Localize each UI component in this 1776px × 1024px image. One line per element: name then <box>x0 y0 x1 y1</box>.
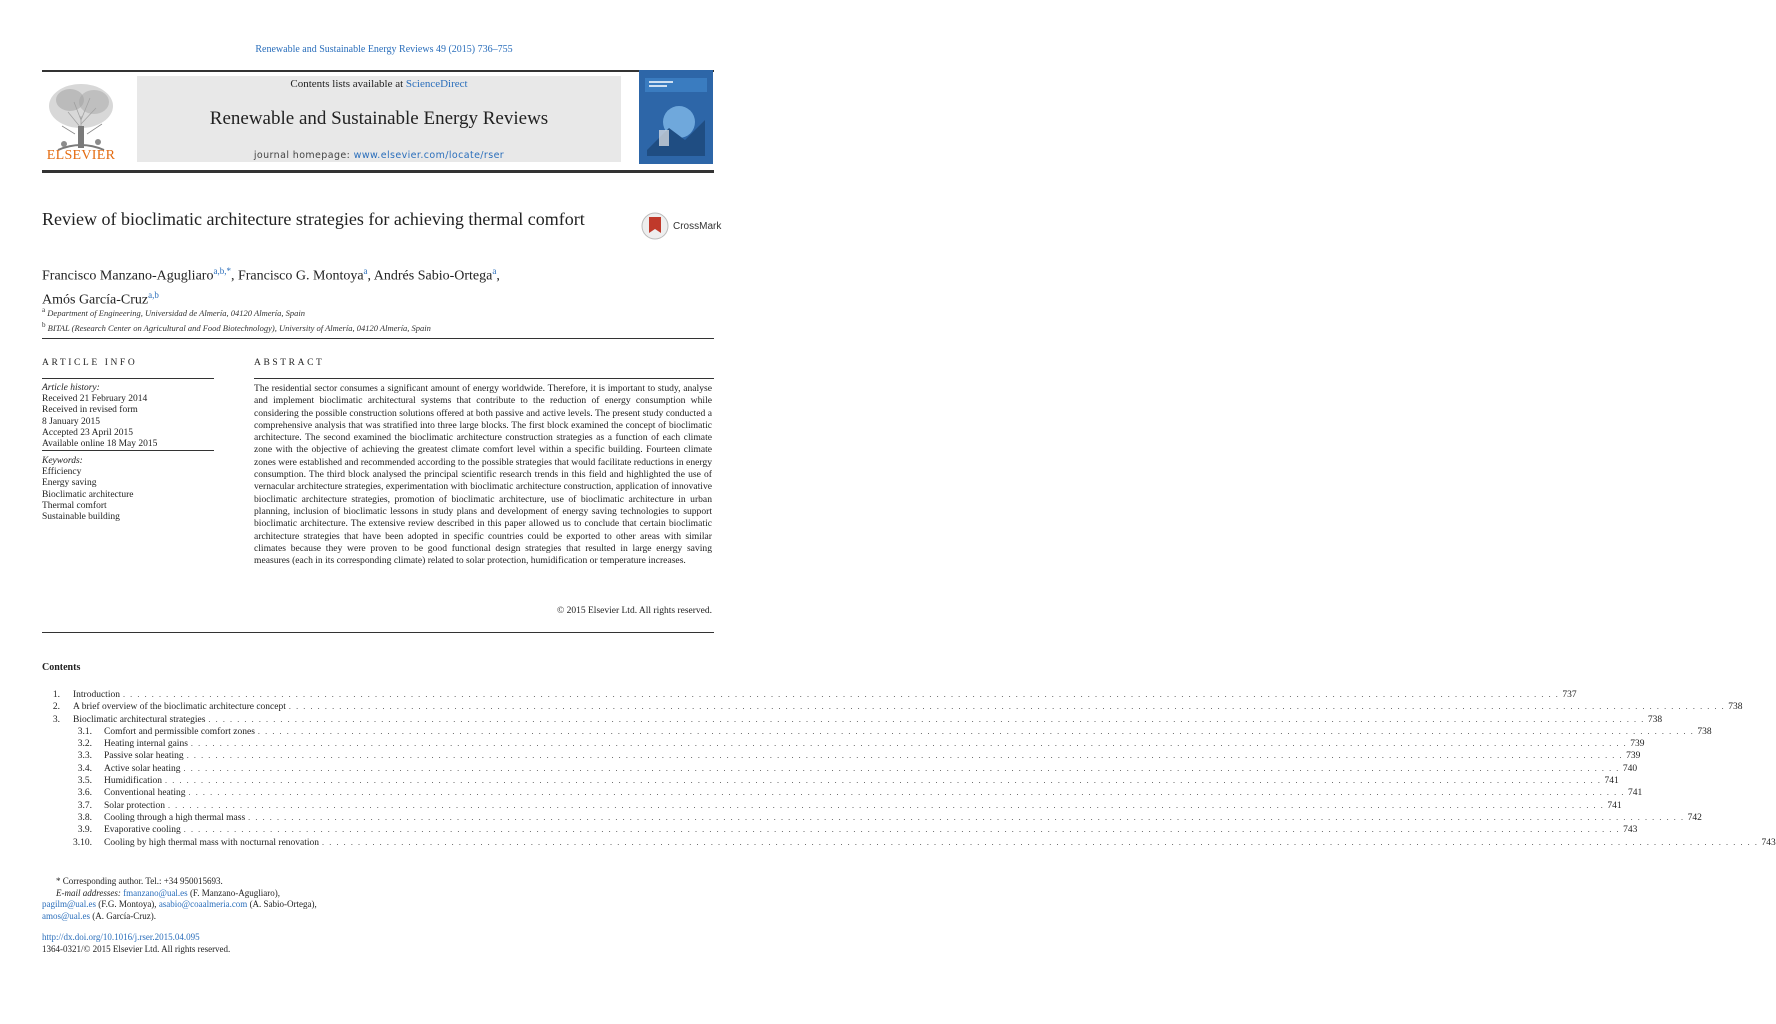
email-line-1 <box>42 888 542 900</box>
email-label: E-mail addresses: <box>56 887 121 898</box>
issn-line: 1364-0321/© 2015 Elsevier Ltd. All rights reserved. <box>42 943 231 954</box>
toc-page-number: 741 <box>1627 788 1643 799</box>
toc-leader-dots: . . . . . . . . . . . . . . . . . . . . . . . . . . . . . . . . . . . . . . . . . . . . . . . . . . . . . . . . . . . . . . . . . . . . . . . . . . . . . . . . . . . . . . . . . . . . . . . . . . . . . . . . . . . . . . . . . . . . . . . . . . . . . . . . . . . . . . . . . . . . . . . . . . . . . . . . . . . . . . . . . . . . . . . . . . . . . . . . . . . . . . . . . . . . . . . . . . . . . . . . <box>190 739 1628 749</box>
history-entry: Received in revised form <box>42 405 138 416</box>
toc-entry[interactable] <box>42 812 1702 824</box>
toc-leader-dots: . . . . . . . . . . . . . . . . . . . . . . . . . . . . . . . . . . . . . . . . . . . . . . . . . . . . . . . . . . . . . . . . . . . . . . . . . . . . . . . . . . . . . . . . . . . . . . . . . . . . . . . . . . . . . . . . . . . . . . . . . . . . . . . . . . . . . . . . . . . . . . . . . . . . . . . . . . . . . . . . . . . . . . . . . . . . . . . . . . . . . . . . . . . . . . . . . . . . . . . . <box>167 800 1605 810</box>
toc-line <box>104 738 1645 750</box>
email-owner: (F. Manzano-Agugliaro), <box>189 887 280 898</box>
email-link[interactable]: asabio@coaalmeria.com <box>158 899 248 910</box>
toc-entry[interactable] <box>42 689 1577 701</box>
section-rule <box>42 338 714 339</box>
email-owner: (A. García-Cruz). <box>92 910 156 921</box>
keyword: Efficiency <box>42 467 82 478</box>
email-owner: (F.G. Montoya), <box>98 899 157 910</box>
keywords-label: Keywords: <box>42 456 83 466</box>
toc-title: Solar protection <box>104 800 165 811</box>
toc-number: 3.1. <box>77 726 92 737</box>
toc-line <box>104 824 1638 836</box>
abstract-rule <box>254 378 714 379</box>
abstract-text: The residential sector consumes a significant amount of energy worldwide. Therefore, it is important to study, analyse and implement bioclimatic architectural systems that contribute to the reduction of energy consumption while considering the possible construction solutions offered at both passive and active levels. The present study conducted a comprehensive analysis that was stratified into three large blocks. The first block examined the concept of bioclimatic architecture. The second examined the bioclimatic architecture construction strategies as a function of each climate zone with the objective of achieving the greatest climate comfort level within a specific building. Fourteen climate zones were established and recommended according to the possible strategies that would facilitate reductions in energy consumption. The third block analysed the principal scientific research trends in this field and highlighted the use of vernacular architecture strategies, experimentation with bioclimatic architecture construction, application of innovative bioclimatic architecture strategies, promotion of bioclimatic architecture, use of bioclimatic architecture in urban planning, inclusion of bioclimatic lessons in study plans and development of energy saving technologies to support bioclimatic architecture. The extensive review described in this paper allowed us to conclude that certain bioclimatic architecture strategies that have been adopted in specific countries could be exported to other areas with similar climates because they were proven to be good functional design strategies that resulted in large energy saving measures (each in its corresponding climate) related to solar protection, humidification or temperature increases. <box>254 383 712 567</box>
toc-title: Conventional heating <box>104 788 186 799</box>
sciencedirect-link[interactable]: ScienceDirect <box>405 78 468 90</box>
article-title: Review of bioclimatic architecture strategies for achieving thermal comfort <box>42 209 585 229</box>
toc-line <box>104 787 1643 799</box>
toc-line <box>104 812 1702 824</box>
toc-entry[interactable] <box>42 726 1712 738</box>
author-separator: , <box>496 268 500 284</box>
toc-number: 3.4. <box>77 763 92 774</box>
author-separator: , <box>367 268 374 284</box>
doi-link[interactable]: http://dx.doi.org/10.1016/j.rser.2015.04.095 <box>42 932 200 942</box>
keyword: Thermal comfort <box>42 500 107 511</box>
toc-line <box>104 800 1622 812</box>
toc-title: Bioclimatic architectural strategies <box>73 714 206 725</box>
author-affiliation-marker[interactable]: a,b <box>148 289 159 300</box>
toc-number: 3.9. <box>77 825 92 836</box>
toc-title: Comfort and permissible comfort zones <box>104 726 255 737</box>
abstract-heading: ABSTRACT <box>254 358 325 368</box>
toc-title: Cooling by high thermal mass with nocturnal renovation <box>104 837 320 848</box>
publisher-name: ELSEVIER <box>46 148 116 163</box>
masthead-bottom-rule <box>42 170 714 173</box>
toc-number: 3.8. <box>77 812 92 823</box>
toc-page-number: 741 <box>1604 776 1619 787</box>
author-name[interactable]: Andrés Sabio-Ortega <box>373 268 493 284</box>
toc-title: Cooling through a high thermal mass <box>104 812 246 823</box>
toc-line <box>104 775 1619 787</box>
journal-title: Renewable and Sustainable Energy Reviews <box>209 108 549 129</box>
abstract-copyright: © 2015 Elsevier Ltd. All rights reserved. <box>557 606 712 616</box>
email-line-2 <box>42 899 542 911</box>
table-of-contents <box>42 689 1776 849</box>
toc-page-number: 740 <box>1622 763 1638 774</box>
toc-entry[interactable] <box>42 701 1743 713</box>
toc-number: 3.6. <box>77 788 92 799</box>
section-rule <box>42 632 714 633</box>
toc-page-number: 739 <box>1630 739 1645 750</box>
journal-citation[interactable]: Renewable and Sustainable Energy Reviews 49 (2015) 736–755 <box>255 44 513 55</box>
email-link[interactable]: amos@ual.es <box>42 910 91 921</box>
toc-line <box>104 750 1641 762</box>
email-link[interactable]: fmanzano@ual.es <box>123 887 188 898</box>
footnotes <box>42 876 542 922</box>
email-line-3 <box>42 911 542 923</box>
contents-heading: Contents <box>42 662 81 673</box>
toc-entry[interactable] <box>42 763 1638 775</box>
toc-title: Passive solar heating <box>104 751 184 762</box>
keyword: Energy saving <box>42 478 97 489</box>
toc-title: Active solar heating <box>104 763 181 774</box>
toc-title: Evaporative cooling <box>104 825 181 836</box>
toc-leader-dots: . . . . . . . . . . . . . . . . . . . . . . . . . . . . . . . . . . . . . . . . . . . . . . . . . . . . . . . . . . . . . . . . . . . . . . . . . . . . . . . . . . . . . . . . . . . . . . . . . . . . . . . . . . . . . . . . . . . . . . . . . . . . . . . . . . . . . . . . . . . . . . . . . . . . . . . . . . . . . . . . . . . . . . . . . . . . . . . . . . . . . . . . . . . . . . . . . . . . . . . . <box>122 690 1560 699</box>
email-link[interactable]: pagilm@ual.es <box>42 899 97 910</box>
keyword: Bioclimatic architecture <box>42 489 134 500</box>
toc-page-number: 743 <box>1761 837 1776 848</box>
toc-entry[interactable] <box>42 714 1663 726</box>
toc-page-number: 743 <box>1623 825 1638 836</box>
crossmark-badge[interactable] <box>641 212 741 242</box>
author-separator: , <box>230 268 238 284</box>
toc-title: Heating internal gains <box>104 739 188 750</box>
toc-number: 3.5. <box>77 776 92 787</box>
toc-page-number: 738 <box>1728 702 1743 713</box>
toc-number: 2. <box>52 702 60 713</box>
email-owner: (A. Sabio-Ortega), <box>249 899 317 910</box>
toc-entry[interactable] <box>42 787 1643 799</box>
toc-leader-dots: . . . . . . . . . . . . . . . . . . . . . . . . . . . . . . . . . . . . . . . . . . . . . . . . . . . . . . . . . . . . . . . . . . . . . . . . . . . . . . . . . . . . . . . . . . . . . . . . . . . . . . . . . . . . . . . . . . . . . . . . . . . . . . . . . . . . . . . . . . . . . . . . . . . . . . . . . . . . . . . . . . . . . . . . . . . . . . . . . . . . . . . . . . . . . . . . . . . . . . . . <box>322 837 1759 847</box>
toc-leader-dots: . . . . . . . . . . . . . . . . . . . . . . . . . . . . . . . . . . . . . . . . . . . . . . . . . . . . . . . . . . . . . . . . . . . . . . . . . . . . . . . . . . . . . . . . . . . . . . . . . . . . . . . . . . . . . . . . . . . . . . . . . . . . . . . . . . . . . . . . . . . . . . . . . . . . . . . . . . . . . . . . . . . . . . . . . . . . . . . . . . . . . . . . . . . . . . . . . . . . . . . . <box>183 825 1621 835</box>
affiliation-marker: b <box>42 320 46 329</box>
toc-leader-dots: . . . . . . . . . . . . . . . . . . . . . . . . . . . . . . . . . . . . . . . . . . . . . . . . . . . . . . . . . . . . . . . . . . . . . . . . . . . . . . . . . . . . . . . . . . . . . . . . . . . . . . . . . . . . . . . . . . . . . . . . . . . . . . . . . . . . . . . . . . . . . . . . . . . . . . . . . . . . . . . . . . . . . . . . . . . . . . . . . . . . . . . . . . . . . . . . . . . . . . . . <box>186 751 1624 761</box>
toc-leader-dots: . . . . . . . . . . . . . . . . . . . . . . . . . . . . . . . . . . . . . . . . . . . . . . . . . . . . . . . . . . . . . . . . . . . . . . . . . . . . . . . . . . . . . . . . . . . . . . . . . . . . . . . . . . . . . . . . . . . . . . . . . . . . . . . . . . . . . . . . . . . . . . . . . . . . . . . . . . . . . . . . . . . . . . . . . . . . . . . . . . . . . . . . . . . . . . . . . . . . . . . . <box>165 776 1602 786</box>
toc-page-number: 737 <box>1562 690 1577 700</box>
top-rule <box>42 70 714 72</box>
article-history-label: Article history: <box>42 383 100 393</box>
journal-homepage <box>137 150 621 161</box>
history-entry: Received 21 February 2014 <box>42 394 148 405</box>
crossmark-label: CrossMark <box>673 221 722 232</box>
contents-available-line <box>137 78 621 90</box>
affiliation <box>42 304 662 319</box>
history-entry: Accepted 23 April 2015 <box>42 427 134 438</box>
affiliation <box>42 319 662 334</box>
affiliations <box>42 304 662 334</box>
toc-number: 3.7. <box>77 800 92 811</box>
toc-entry[interactable] <box>42 837 1776 849</box>
toc-line <box>104 763 1638 775</box>
toc-leader-dots: . . . . . . . . . . . . . . . . . . . . . . . . . . . . . . . . . . . . . . . . . . . . . . . . . . . . . . . . . . . . . . . . . . . . . . . . . . . . . . . . . . . . . . . . . . . . . . . . . . . . . . . . . . . . . . . . . . . . . . . . . . . . . . . . . . . . . . . . . . . . . . . . . . . . . . . . . . . . . . . . . . . . . . . . . . . . . . . . . . . . . . . . . . . . . . . . . . . . . . . . <box>188 788 1625 798</box>
toc-number: 1. <box>52 690 60 700</box>
homepage-link[interactable]: www.elsevier.com/locate/rser <box>353 150 505 161</box>
corresponding-author-text: Corresponding author. Tel.: +34 950015693. <box>62 876 223 886</box>
toc-title: Humidification <box>104 776 163 787</box>
asterisk-marker: * <box>56 876 63 886</box>
journal-cover-thumbnail[interactable] <box>639 70 713 164</box>
toc-entry[interactable] <box>42 750 1641 762</box>
toc-title: Introduction <box>73 690 120 700</box>
doi-block <box>42 932 230 955</box>
toc-entry[interactable] <box>42 738 1645 750</box>
author-name[interactable]: Francisco G. Montoya <box>237 268 364 284</box>
toc-number: 3. <box>52 714 60 725</box>
toc-page-number: 739 <box>1626 751 1641 762</box>
author-affiliation-marker[interactable]: a,b,* <box>213 266 231 276</box>
toc-entry[interactable] <box>42 824 1638 836</box>
toc-leader-dots: . . . . . . . . . . . . . . . . . . . . . . . . . . . . . . . . . . . . . . . . . . . . . . . . . . . . . . . . . . . . . . . . . . . . . . . . . . . . . . . . . . . . . . . . . . . . . . . . . . . . . . . . . . . . . . . . . . . . . . . . . . . . . . . . . . . . . . . . . . . . . . . . . . . . . . . . . . . . . . . . . . . . . . . . . . . . . . . . . . . . . . . . . . . . . . . . . . . . . . . . <box>183 763 1620 773</box>
history-entry: Available online 18 May 2015 <box>42 439 158 450</box>
author-name[interactable]: Amós García-Cruz <box>42 292 149 308</box>
article-history <box>42 383 214 450</box>
history-entry: 8 January 2015 <box>42 416 101 427</box>
toc-leader-dots: . . . . . . . . . . . . . . . . . . . . . . . . . . . . . . . . . . . . . . . . . . . . . . . . . . . . . . . . . . . . . . . . . . . . . . . . . . . . . . . . . . . . . . . . . . . . . . . . . . . . . . . . . . . . . . . . . . . . . . . . . . . . . . . . . . . . . . . . . . . . . . . . . . . . . . . . . . . . . . . . . . . . . . . . . . . . . . . . . . . . . . . . . . . . . . . . . . . . . . . . <box>248 812 1685 822</box>
toc-number: 3.3. <box>77 751 92 762</box>
toc-page-number: 738 <box>1647 714 1663 725</box>
crossmark-icon <box>641 212 669 240</box>
article-info-rule <box>42 378 214 379</box>
toc-page-number: 742 <box>1687 812 1702 823</box>
author-affiliation-marker[interactable]: a <box>492 266 497 276</box>
article-info-heading: ARTICLE INFO <box>42 358 138 368</box>
corresponding-author-note <box>42 876 542 888</box>
toc-leader-dots: . . . . . . . . . . . . . . . . . . . . . . . . . . . . . . . . . . . . . . . . . . . . . . . . . . . . . . . . . . . . . . . . . . . . . . . . . . . . . . . . . . . . . . . . . . . . . . . . . . . . . . . . . . . . . . . . . . . . . . . . . . . . . . . . . . . . . . . . . . . . . . . . . . . . . . . . . . . . . . . . . . . . . . . . . . . . . . . . . . . . . . . . . . . . . . . . . . . . . . . . <box>208 714 1645 724</box>
toc-title: A brief overview of the bioclimatic architecture concept <box>73 702 286 713</box>
affiliation-text: Department of Engineering, Universidad de Almería, 04120 Almería, Spain <box>47 307 306 318</box>
affiliation-marker: a <box>42 306 46 314</box>
contents-prefix: Contents lists available at <box>290 78 406 90</box>
homepage-prefix: journal homepage: <box>253 150 354 161</box>
toc-line <box>73 714 1663 726</box>
keywords-rule <box>42 450 214 451</box>
toc-entry[interactable] <box>42 800 1622 812</box>
toc-entry[interactable] <box>42 775 1619 787</box>
toc-line <box>104 726 1712 738</box>
toc-number: 3.10. <box>73 837 92 848</box>
keyword: Sustainable building <box>42 512 120 523</box>
toc-page-number: 741 <box>1607 800 1622 811</box>
keywords <box>42 456 214 523</box>
author-affiliation-marker[interactable]: a <box>363 266 368 276</box>
author-list <box>42 262 642 309</box>
toc-number: 3.2. <box>77 739 92 750</box>
toc-line <box>104 837 1776 849</box>
toc-page-number: 738 <box>1697 726 1712 737</box>
toc-leader-dots: . . . . . . . . . . . . . . . . . . . . . . . . . . . . . . . . . . . . . . . . . . . . . . . . . . . . . . . . . . . . . . . . . . . . . . . . . . . . . . . . . . . . . . . . . . . . . . . . . . . . . . . . . . . . . . . . . . . . . . . . . . . . . . . . . . . . . . . . . . . . . . . . . . . . . . . . . . . . . . . . . . . . . . . . . . . . . . . . . . . . . . . . . . . . . . . . . . . . . . . . <box>288 702 1726 712</box>
author-name[interactable]: Francisco Manzano-Agugliaro <box>42 268 214 284</box>
toc-leader-dots: . . . . . . . . . . . . . . . . . . . . . . . . . . . . . . . . . . . . . . . . . . . . . . . . . . . . . . . . . . . . . . . . . . . . . . . . . . . . . . . . . . . . . . . . . . . . . . . . . . . . . . . . . . . . . . . . . . . . . . . . . . . . . . . . . . . . . . . . . . . . . . . . . . . . . . . . . . . . . . . . . . . . . . . . . . . . . . . . . . . . . . . . . . . . . . . . . . . . . . . . <box>257 726 1695 736</box>
affiliation-text: BITAL (Research Center on Agricultural and Food Biotechnology), University of Almería, 04120 Almería, Spain <box>47 322 431 333</box>
toc-line <box>73 701 1743 713</box>
toc-line <box>73 689 1577 701</box>
